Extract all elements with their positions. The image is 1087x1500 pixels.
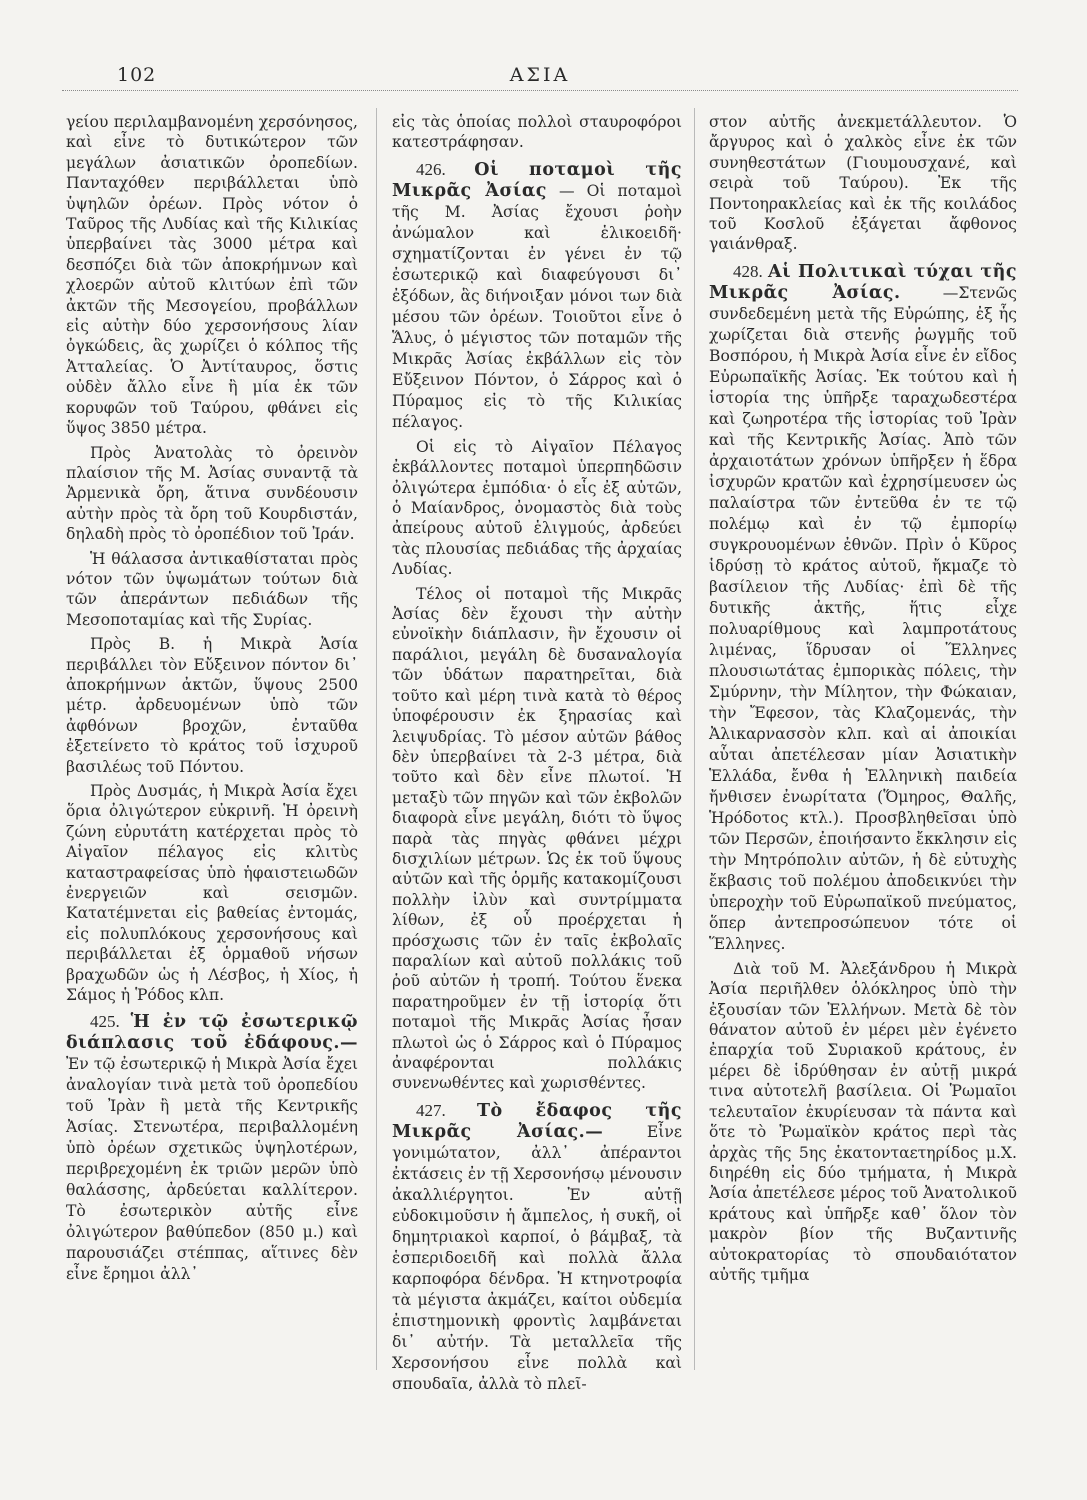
- paragraph: στον αὐτῆς ἀνεκμετάλλευτον. Ὁ ἄργυρος καὶ ὁ χαλκὸς εἶνε ἐκ τῶν συνηθεστάτων (Γιουμουσχανέ, καὶ σειρὰ τοῦ Ταύρου). Ἐκ τῆς Ποντοηρακλείας καὶ ἐκ τῆς κοιλάδος τοῦ Κοσλοῦ ἐξάγεται ἄφθονος γαιάνθραξ.: [709, 113, 1017, 254]
- paragraph: εἰς τὰς ὁποίας πολλοὶ σταυροφόροι κατεστράφησαν.: [392, 113, 682, 152]
- section-number: 426.: [416, 159, 446, 179]
- paragraph: Πρὸς Δυσμάς, ἡ Μικρὰ Ἀσία ἔχει ὅρια ὀλιγώτερον εὐκρινῆ. Ἡ ὀρεινὴ ζώνη εὐρυτάτη κατέρχεται πρὸς τὸ Αἰγαῖον πέλαγος εἰς κλιτὺς καταστραφείσας ὑπὸ ἡφαιστειωδῶν ἐνεργειῶν καὶ σεισμῶν. Κατατέμνεται εἰς βαθείας ἐντομάς, εἰς πολυπλόκους χερσονήσους καὶ περιβάλλεται ἐξ ὁρμαθοῦ νήσων βραχωδῶν ὡς ἡ Λέσβος, ἡ Χίος, ἡ Σάμος ἡ Ῥόδος κλπ.: [66, 782, 358, 1005]
- section-428: [709, 261, 1017, 955]
- section-text: Εἶνε γονιμώτατον, ἀλλ᾽ ἀπέραντοι ἐκτάσεις ἐν τῇ Χερσονήσῳ μένουσιν ἀκαλλιέργητοι. Ἐν αὐτῇ εὐδοκιμοῦσιν ἡ ἄμπελος, ἡ συκῆ, οἱ δημητριακοὶ καρποί, ὁ βάμβαξ, τὰ ἑσπεριδοειδῆ καὶ πολλὰ ἄλλα καρποφόρα δένδρα. Ἡ κτηνοτροφία τὰ μέγιστα ἀκμάζει, καίτοι οὐδεμία ἐπιστημονικὴ φροντὶς λαμβάνεται δι᾽ αὐτήν. Τὰ μεταλλεῖα τῆς Χερσονήσου εἶνε πολλὰ καὶ σπουδαῖα, ἀλλὰ τὸ πλεῖ-: [392, 1122, 682, 1393]
- running-title: ΑΣΙΑ: [509, 64, 571, 86]
- paragraph: Πρὸς Β. ἡ Μικρὰ Ἀσία περιβάλλει τὸν Εὔξεινον πόντον δι᾽ ἀποκρήμνων ἀκτῶν, ὕψους 2500 μέτρ. ἀρδευομένων ὑπὸ τῶν ἀφθόνων βροχῶν, ἐνταῦθα ἐξετείνετο τὸ κράτος τοῦ ἰσχυροῦ βασιλέως τοῦ Πόντου.: [66, 635, 358, 776]
- paragraph: γείου περιλαμβανομένη χερσόνησος, καὶ εἶνε τὸ δυτικώτερον τῶν μεγάλων ἀσιατικῶν ὀροπεδίων. Πανταχόθεν περιβάλλεται ὑπὸ ὑψηλῶν ὀρέων. Πρὸς νότον ὁ Ταῦρος τῆς Λυδίας καὶ τῆς Κιλικίας ὑπερβαίνει τὰς 3000 μέτρα καὶ δεσπόζει διὰ τῶν ἀποκρήμνων καὶ χλοερῶν αὐτοῦ κλιτύων ἐπὶ τῶν ἀκτῶν τῆς Μεσογείου, προβάλλων εἰς αὐτὴν δύο χερσονήσους λίαν ὀγκώδεις, ἃς χωρίζει ὁ κόλπος τῆς Ἀτταλείας. Ὁ Ἀντίταυρος, ὅστις οὐδὲν ἄλλο εἶνε ἢ μία ἐκ τῶν κορυφῶν τοῦ Ταύρου, φθάνει εἰς ὕψος 3850 μέτρα.: [66, 113, 358, 438]
- section-title: Αἱ Πολιτικαὶ τύχαι τῆς Μικρᾶς Ἀσίας.: [709, 261, 1017, 303]
- section-text: — Οἱ ποταμοὶ τῆς Μ. Ἀσίας ἔχουσι ῥοὴν ἀνώμαλον καὶ ἑλικοειδῆ· σχηματίζονται ἐν γένει ἐν τῷ ἐσωτερικῷ καὶ διαφεύγουσι δι᾽ ἐξόδων, ἃς διήνοιξαν μόνοι των διὰ μέσου τῶν ὀρέων. Τοιοῦτοι εἶνε ὁ Ἅλυς, ὁ μέγιστος τῶν ποταμῶν τῆς Μικρᾶς Ἀσίας ἐκβάλλων εἰς τὸν Εὔξεινον Πόντον, ὁ Σάρρος καὶ ὁ Πύραμος εἰς τὸ τῆς Κιλικίας πέλαγος.: [392, 181, 682, 431]
- text-column-1: [66, 112, 358, 1289]
- section-number: 425.: [90, 1012, 120, 1032]
- paragraph: Πρὸς Ἀνατολὰς τὸ ὀρεινὸν πλαίσιον τῆς Μ. Ἀσίας συναντᾷ τὰ Ἀρμενικὰ ὄρη, ἅτινα συνδέουσιν αὐτὴν πρὸς τὰ ὄρη τοῦ Κουρδιστάν, δηλαδὴ πρὸς τὸ ὀροπέδιον τοῦ Ἰράν.: [66, 443, 358, 544]
- page-header: [62, 64, 1018, 91]
- text-column-2: [392, 112, 682, 1399]
- paragraph: Τέλος οἱ ποταμοὶ τῆς Μικρᾶς Ἀσίας δὲν ἔχουσι τὴν αὐτὴν εὐνοϊκὴν διάπλασιν, ἣν ἔχουσιν οἱ παράλιοι, μεγάλη δὲ δυσαναλογία τῶν ὑδάτων παρατηρεῖται, διὰ τοῦτο καὶ μέρη τινὰ κατὰ τὸ θέρος ὑποφέρουσιν ἐκ ξηρασίας καὶ λειψυδρίας. Τὸ μέσον αὐτῶν βάθος δὲν ὑπερβαίνει τὰ 2-3 μέτρα, διὰ τοῦτο καὶ δὲν εἶνε πλωτοί. Ἡ μεταξὺ τῶν πηγῶν καὶ τῶν ἐκβολῶν διαφορὰ εἶνε μεγάλη, διότι τὸ ὕψος παρὰ τὰς πηγὰς φθάνει μέχρι δισχιλίων μέτρων. Ὡς ἐκ τοῦ ὕψους αὐτῶν καὶ τῆς ὁρμῆς κατακομίζουσι πολλὴν ἰλὺν καὶ συντρίμματα λίθων, ἐξ οὗ προέρχεται ἡ πρόσχωσις τῶν ἐν ταῖς ἐκβολαῖς παραλίων καὶ αὐτοῦ πολλάκις τοῦ ῥοῦ αὐτῶν ἡ τροπή. Τούτου ἕνεκα παρατηροῦμεν ἐν τῇ ἱστορίᾳ ὅτι ποταμοὶ τῆς Μικρᾶς Ἀσίας ἦσαν πλωτοὶ ὡς ὁ Σάρρος καὶ ὁ Πύραμος ἀναφέρονται πολλάκις συνενωθέντες καὶ χωρισθέντες.: [392, 584, 682, 1093]
- section-number: 427.: [416, 1100, 446, 1120]
- section-427: [392, 1100, 682, 1395]
- section-title: Τὸ ἔδαφος τῆς Μικρᾶς Ἀσίας.—: [392, 1100, 682, 1142]
- column-rule: [376, 108, 377, 1370]
- section-text: Ἐν τῷ ἐσωτερικῷ ἡ Μικρὰ Ἀσία ἔχει ἀναλογίαν τινὰ μετὰ τοῦ ὀροπεδίου τοῦ Ἰρὰν ἢ μετὰ τῆς Κεντρικῆς Ἀσίας. Στενωτέρα, περιβαλλομένη ὑπὸ ὀρέων σχετικῶς ὑψηλοτέρων, περιβρεχομένη ἐκ τριῶν μερῶν ὑπὸ θαλάσσης, ἀρδεύεται καλλίτερον. Τὸ ἐσωτερικὸν αὐτῆς εἶνε ὀλιγώτερον βαθύπεδον (850 μ.) καὶ παρουσιάζει στέππας, αἵτινες δὲν εἶνε ἔρημοι ἀλλ᾽: [66, 1055, 358, 1284]
- section-425: [66, 1011, 358, 1285]
- paragraph: Οἱ εἰς τὸ Αἰγαῖον Πέλαγος ἐκβάλλοντες ποταμοὶ ὑπερπηδῶσιν ὀλιγώτερα ἐμπόδια· ὁ εἷς ἐξ αὐτῶν, ὁ Μαίανδρος, ὀνομαστὸς διὰ τοὺς ἀπείρους αὐτοῦ ἑλιγμούς, ἀρδεύει τὰς πλουσίας πεδιάδας τῆς ἀρχαίας Λυδίας.: [392, 437, 682, 579]
- paragraph: Ἡ θάλασσα ἀντικαθίσταται πρὸς νότον τῶν ὑψωμάτων τούτων διὰ τῶν ἀπεράντων πεδιάδων τῆς Μεσοποταμίας καὶ τῆς Συρίας.: [66, 549, 358, 629]
- section-title: Οἱ ποταμοὶ τῆς Μικρᾶς Ἀσίας: [392, 159, 682, 201]
- text-column-3: [709, 112, 1017, 1289]
- section-426: [392, 159, 682, 433]
- section-number: 428.: [733, 261, 763, 281]
- page-number: 102: [117, 64, 157, 86]
- paragraph: Διὰ τοῦ Μ. Ἀλεξάνδρου ἡ Μικρὰ Ἀσία περιῆλθεν ὁλόκληρος ὑπὸ τὴν ἐξουσίαν τῶν Ἑλλήνων. Μετὰ δὲ τὸν θάνατον αὐτοῦ ἐν μέρει μὲν ἐγένετο ἐπαρχία τοῦ Συριακοῦ κράτους, ἐν μέρει δὲ ἱδρύθησαν ἐν αὐτῇ μικρά τινα αὐτοτελῆ βασίλεια. Οἱ Ῥωμαῖοι τελευταῖον ἐκυρίευσαν τὰ πάντα καὶ ὅτε τὸ Ῥωμαϊκὸν κράτος περὶ τὰς ἀρχὰς τῆς 5ης ἑκατονταετηρίδος μ.Χ. διηρέθη εἰς δύο τμήματα, ἡ Μικρὰ Ἀσία ἀπετέλεσε μέρος τοῦ Ἀνατολικοῦ κράτους καὶ ὑπῆρξε καθ᾽ ὅλον τὸν μακρὸν βίον τῆς Βυζαντινῆς αὐτοκρατορίας τὸ σπουδαιότατον αὐτῆς τμῆμα: [709, 959, 1017, 1284]
- section-text: —Στενῶς συνδεδεμένη μετὰ τῆς Εὐρώπης, ἐξ ἧς χωρίζεται διὰ στενῆς ῥωγμῆς τοῦ Βοσπόρου, ἡ Μικρὰ Ἀσία εἶνε ἐν εἴδος Εὐρωπαϊκῆς Ἀσίας. Ἐκ τούτου καὶ ἡ ἱστορία της ὑπῆρξε ταραχωδεστέρα καὶ ζωηροτέρα τῆς ἱστορίας τοῦ Ἰρὰν καὶ τῆς Κεντρικῆς Ἀσίας. Ἀπὸ τῶν ἀρχαιοτάτων χρόνων ὑπῆρξεν ἡ ἕδρα ἰσχυρῶν κρατῶν καὶ ἐχρησίμευσεν ὡς παλαίστρα τῶν ἐντεῦθα ἐν τε τῷ πολέμῳ καὶ ἐν τῷ ἐμπορίῳ συγκρουομένων ἐθνῶν. Πρὶν ὁ Κῦρος ἱδρύσῃ τὸ κράτος αὐτοῦ, ἤκμαζε τὸ βασίλειον τῆς Λυδίας· ἐπὶ δὲ τῆς δυτικῆς ἀκτῆς, ἥτις εἶχε πολυαρίθμους καὶ λαμπροτάτους λιμένας, ἵδρυσαν οἱ Ἕλληνες πλουσιωτάτας ἐμπορικὰς πόλεις, τὴν Σμύρνην, τὴν Μίλητον, τὴν Φώκαιαν, τὴν Ἔφεσον, τὰς Κλαζομενάς, τὴν Ἀλικαρνασσὸν κλπ. καὶ αἱ ἀποικίαι αὗται ἀπετέλεσαν μίαν Ἀσιατικὴν Ἑλλάδα, ἔνθα ἡ Ἑλληνικὴ παιδεία ἤνθισεν ἐνωρίτατα (Ὅμηρος, Θαλῆς, Ἡρόδοτος κτλ.). Προσβληθεῖσαι ὑπὸ τῶν Περσῶν, ἐποιήσαντο ἔκκλησιν εἰς τὴν Μητρόπολιν αὐτῶν, ἡ δὲ εὐτυχὴς ἔκβασις τοῦ πολέμου ἀποδεικνύει τὴν ὑπεροχὴν τοῦ Εὐρωπαϊκοῦ πνεύματος, ὅπερ ἀντεπροσώπευον τότε οἱ Ἕλληνες.: [709, 283, 1017, 953]
- column-rule: [694, 108, 695, 1370]
- section-title: Ἡ ἐν τῷ ἐσωτερικῷ διάπλασις τοῦ ἐδάφους.—: [66, 1012, 358, 1054]
